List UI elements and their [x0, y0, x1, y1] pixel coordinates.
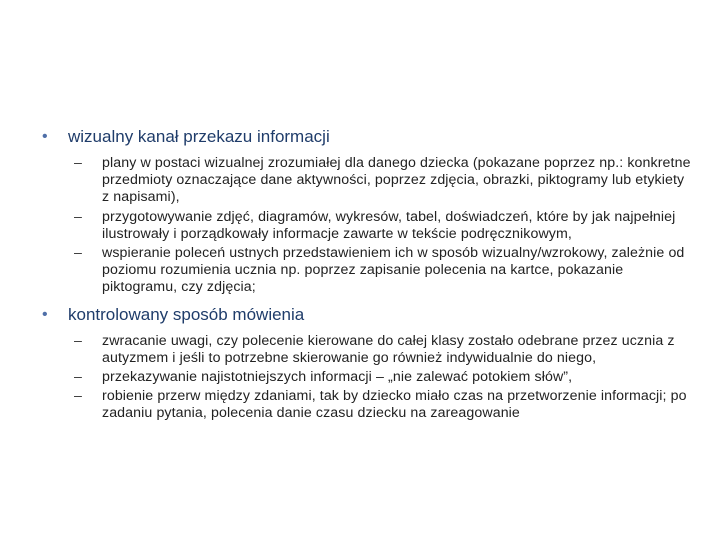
sub-item: [42, 333, 692, 367]
bullet-controlled-speech: [42, 305, 692, 325]
sub-item-text: wspieranie poleceń ustnych przedstawieniem ich w sposób wizualny/wzrokowy, zależnie od poziomu rozumienia ucznia np. poprzez zapisanie polecenia na kartce, pokazanie piktogramu, czy zdjęcia;: [102, 245, 685, 296]
bullet-visual-channel: [42, 127, 692, 147]
dash-marker: –: [74, 332, 82, 349]
sub-item-text: przekazywanie najistotniejszych informacji – „nie zalewać potokiem słów”,: [102, 369, 573, 386]
dash-marker: –: [74, 208, 82, 225]
sub-list-visual-channel: [42, 155, 692, 297]
dash-marker: –: [74, 369, 82, 386]
sub-item-text: zwracanie uwagi, czy polecenie kierowane do całej klasy zostało odebrane przez ucznia z autyzmem i jeśli to potrzebne skierowanie go również indywidualnie do niego,: [102, 332, 675, 366]
sub-item-text: plany w postaci wizualnej zrozumiałej dla danego dziecka (pokazane poprzez np.: konkretne przedmioty oznaczające dane aktywności, poprzez zdjęcia, obrazki, piktogramy lub etykiety z napisami),: [102, 155, 691, 206]
sub-item: [42, 245, 692, 297]
sub-item-text: robienie przerw między zdaniami, tak by dziecko miało czas na przetworzenie informacji; po zadaniu pytania, polecenia danie czasu dziecku na zareagowanie: [102, 388, 687, 422]
bullet-marker: •: [42, 128, 48, 145]
sub-item-text: przygotowywanie zdjęć, diagramów, wykresów, tabel, doświadczeń, które by jak najpełniej ilustrowały i porządkowały informacje zawarte w tekście podręcznikowym,: [102, 208, 676, 242]
bullet-marker: •: [42, 305, 48, 323]
sub-item: [42, 209, 692, 243]
bullet-title: kontrolowany sposób mówienia: [68, 304, 305, 324]
dash-marker: –: [74, 388, 82, 405]
sub-item: [42, 155, 692, 207]
bullet-title: wizualny kanał przekazu informacji: [68, 127, 330, 146]
dash-marker: –: [74, 245, 82, 262]
sub-item: [42, 369, 692, 386]
sub-item: [42, 388, 692, 422]
slide-content: [42, 127, 692, 425]
sub-list-controlled-speech: [42, 333, 692, 423]
dash-marker: –: [74, 155, 82, 171]
